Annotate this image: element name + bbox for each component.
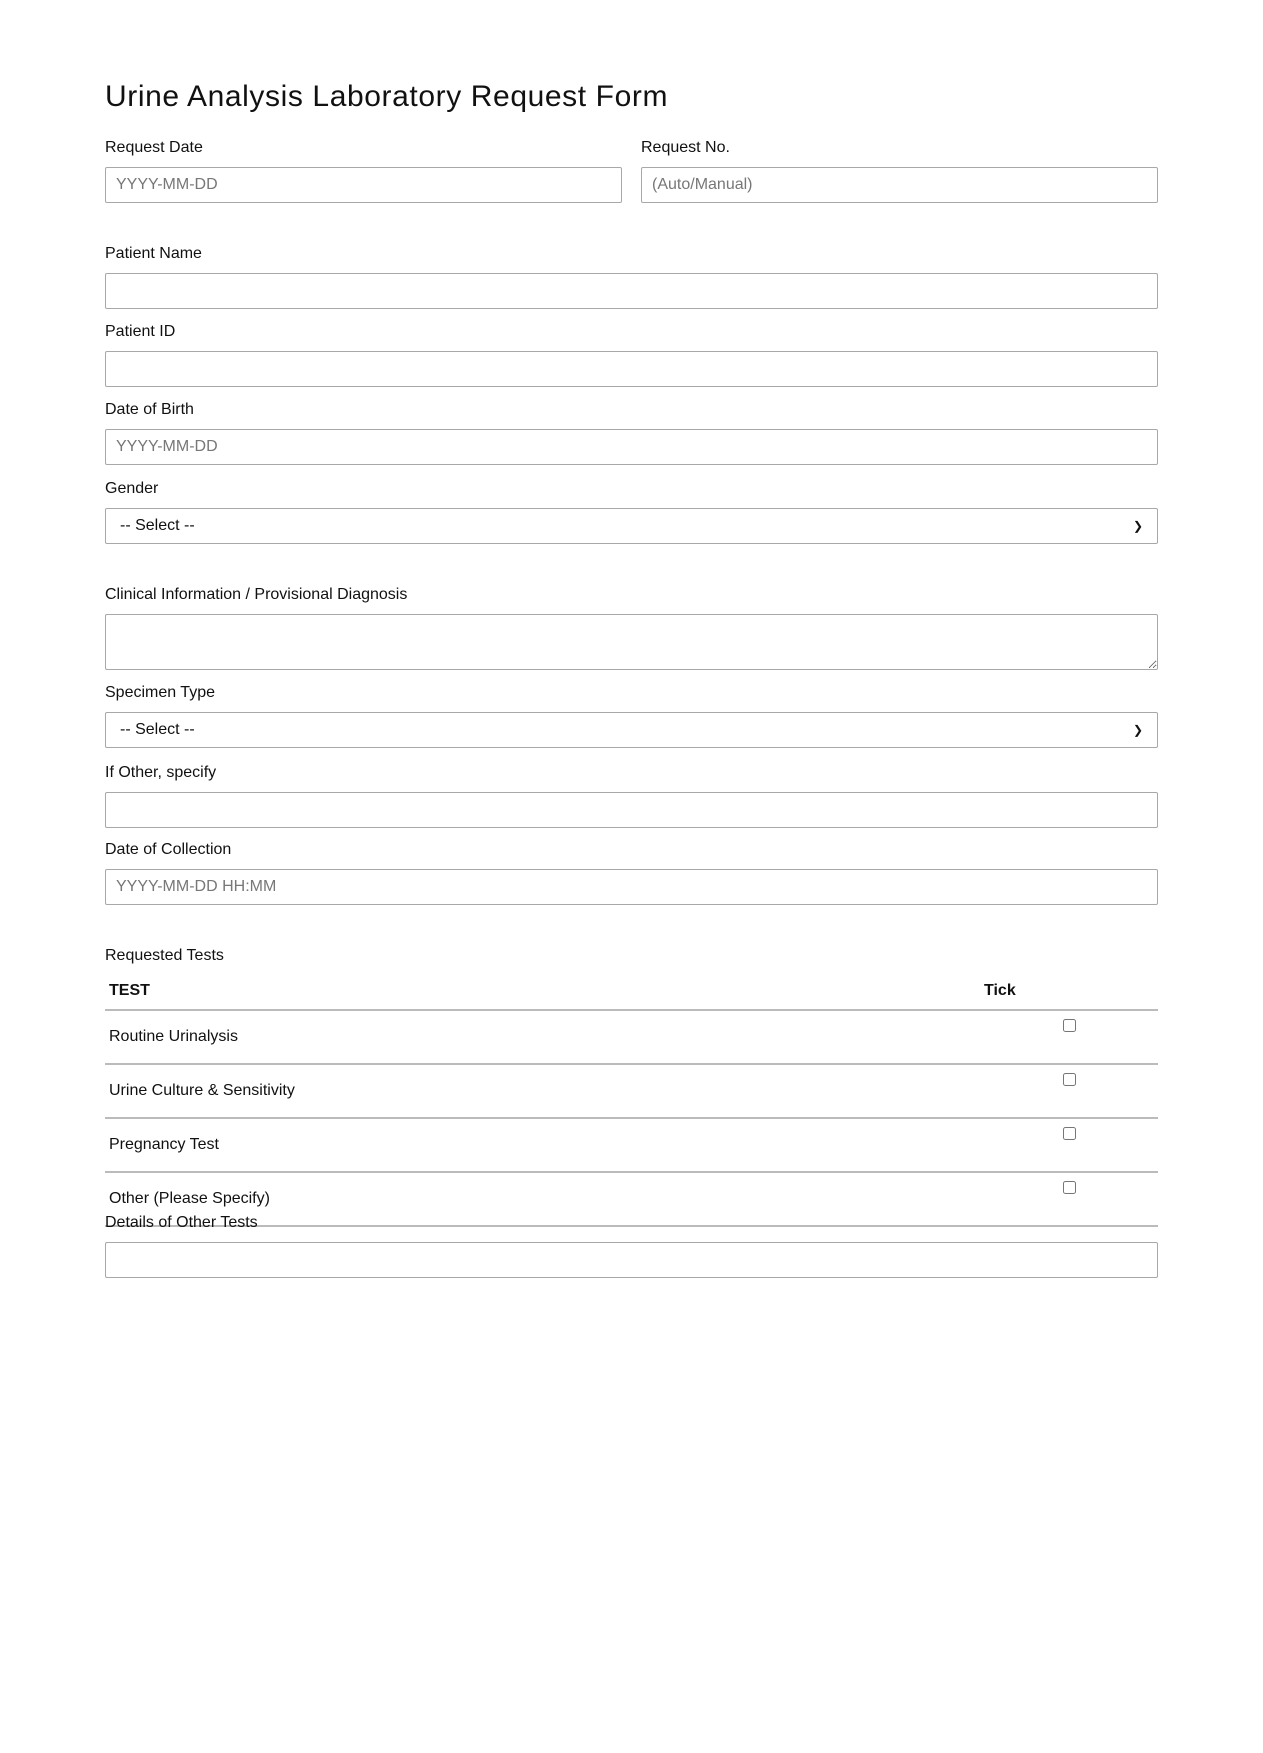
pregnancy-test-checkbox[interactable] <box>1063 1127 1076 1140</box>
table-header-row <box>105 975 1158 1010</box>
collection-date-input[interactable] <box>105 869 1158 905</box>
clinical-info-label: Clinical Information / Provisional Diagnosis <box>105 586 408 603</box>
table-row <box>105 1064 1158 1118</box>
test-name: Routine Urinalysis <box>105 1010 980 1064</box>
test-name: Other (Please Specify) <box>105 1172 980 1226</box>
test-name: Pregnancy Test <box>105 1118 980 1172</box>
table-row <box>105 1118 1158 1172</box>
request-no-input[interactable] <box>641 167 1158 203</box>
requested-tests-table <box>105 975 1158 1227</box>
routine-urinalysis-checkbox[interactable] <box>1063 1019 1076 1032</box>
test-column-header: TEST <box>105 975 980 1010</box>
patient-id-label: Patient ID <box>105 323 176 340</box>
request-date-input[interactable] <box>105 167 622 203</box>
tick-column-header: Tick <box>980 975 1158 1010</box>
gender-selected-value: -- Select -- <box>120 517 195 534</box>
requested-tests-label: Requested Tests <box>105 947 224 964</box>
other-details-input[interactable] <box>105 1242 1158 1278</box>
dob-input[interactable] <box>105 429 1158 465</box>
other-details-label: Details of Other Tests <box>105 1214 258 1231</box>
table-row <box>105 1172 1158 1226</box>
dob-label: Date of Birth <box>105 401 194 418</box>
specimen-type-select[interactable] <box>105 712 1158 748</box>
table-row <box>105 1010 1158 1064</box>
collection-date-label: Date of Collection <box>105 841 232 858</box>
other-test-checkbox[interactable] <box>1063 1181 1076 1194</box>
test-name: Urine Culture & Sensitivity <box>105 1064 980 1118</box>
page-title: Urine Analysis Laboratory Request Form <box>105 80 669 113</box>
request-date-label: Request Date <box>105 139 203 156</box>
other-specify-label: If Other, specify <box>105 764 217 781</box>
chevron-down-icon: ❯ <box>1132 723 1143 737</box>
patient-id-input[interactable] <box>105 351 1158 387</box>
patient-name-label: Patient Name <box>105 245 202 262</box>
patient-name-input[interactable] <box>105 273 1158 309</box>
chevron-down-icon: ❯ <box>1132 519 1143 533</box>
urine-culture-checkbox[interactable] <box>1063 1073 1076 1086</box>
specimen-type-label: Specimen Type <box>105 684 215 701</box>
request-no-label: Request No. <box>641 139 730 156</box>
gender-label: Gender <box>105 480 159 497</box>
clinical-info-textarea[interactable] <box>105 614 1158 670</box>
gender-select[interactable] <box>105 508 1158 544</box>
other-specify-input[interactable] <box>105 792 1158 828</box>
specimen-selected-value: -- Select -- <box>120 721 195 738</box>
